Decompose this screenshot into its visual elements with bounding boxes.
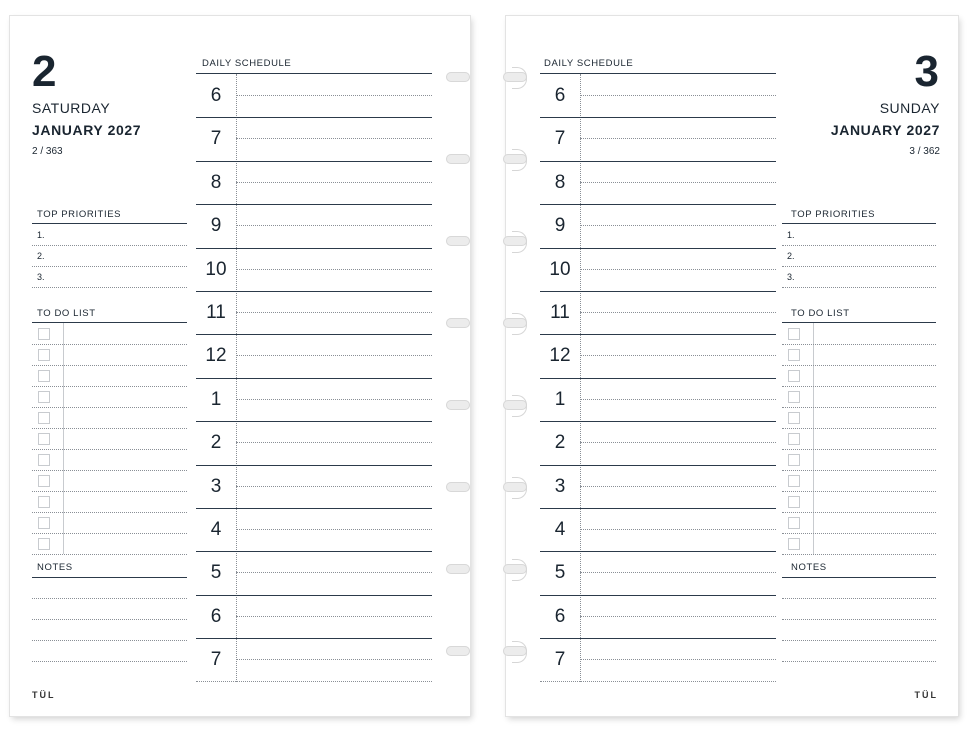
half-hour-line[interactable] xyxy=(236,399,432,400)
half-hour-line[interactable] xyxy=(236,486,432,487)
hour-label: 7 xyxy=(210,128,222,150)
todo-checkbox[interactable] xyxy=(788,433,800,445)
priority-number: 3. xyxy=(37,272,45,282)
hour-label: 4 xyxy=(554,519,566,540)
priority-number: 1. xyxy=(787,230,795,240)
month-year: JANUARY 2027 xyxy=(830,122,940,138)
ring-hole-left xyxy=(446,482,470,492)
hour-label: 5 xyxy=(554,562,566,584)
day-number: 3 xyxy=(914,47,938,96)
todo-checkbox[interactable] xyxy=(38,538,50,550)
todo-line[interactable] xyxy=(782,365,936,366)
todo-checkbox[interactable] xyxy=(788,328,800,340)
half-hour-line[interactable] xyxy=(236,138,432,139)
hour-label: 11 xyxy=(550,302,570,323)
todo-column-divider xyxy=(813,323,814,554)
todo-checkbox[interactable] xyxy=(38,496,50,508)
hour-rule xyxy=(196,291,432,292)
hour-rule xyxy=(196,508,432,509)
hour-rule xyxy=(540,117,776,118)
todo-line[interactable] xyxy=(32,470,187,471)
todo-checkbox[interactable] xyxy=(38,517,50,529)
notes-line[interactable] xyxy=(32,619,187,620)
todo-line[interactable] xyxy=(782,344,936,345)
hour-rule xyxy=(196,465,432,466)
month-year: JANUARY 2027 xyxy=(32,122,142,138)
hour-rule xyxy=(540,638,776,639)
ring-hole-left xyxy=(446,236,470,246)
half-hour-line[interactable] xyxy=(580,95,776,96)
half-hour-line[interactable] xyxy=(580,616,776,617)
hour-label: 7 xyxy=(554,649,566,671)
todo-checkbox[interactable] xyxy=(38,412,50,424)
notes-rule xyxy=(32,577,187,578)
notes-line[interactable] xyxy=(32,598,187,599)
half-hour-line[interactable] xyxy=(236,95,432,96)
notes-title: NOTES xyxy=(791,562,827,573)
day-number: 2 xyxy=(32,47,56,96)
hour-rule xyxy=(196,551,432,552)
hour-label: 9 xyxy=(210,215,222,237)
hour-label: 4 xyxy=(210,519,222,540)
todo-column-divider xyxy=(63,323,64,554)
todo-checkbox[interactable] xyxy=(38,454,50,466)
hour-rule xyxy=(540,248,776,249)
hour-label: 5 xyxy=(210,562,222,584)
todo-line[interactable] xyxy=(32,386,187,387)
half-hour-line[interactable] xyxy=(236,529,432,530)
todo-line[interactable] xyxy=(782,386,936,387)
priorities-title: TOP PRIORITIES xyxy=(791,209,876,220)
hour-label: 6 xyxy=(554,85,566,106)
todo-checkbox[interactable] xyxy=(788,475,800,487)
schedule-top-rule xyxy=(196,73,432,74)
todo-line[interactable] xyxy=(32,407,187,408)
priority-line[interactable] xyxy=(32,245,187,246)
half-hour-line[interactable] xyxy=(236,355,432,356)
todo-rule xyxy=(32,322,187,323)
day-counter: 2 / 363 xyxy=(32,146,63,157)
hour-rule xyxy=(540,465,776,466)
ring-hole-left xyxy=(446,400,470,410)
todo-line[interactable] xyxy=(32,449,187,450)
todo-checkbox[interactable] xyxy=(38,328,50,340)
notes-rule xyxy=(782,577,936,578)
priority-line[interactable] xyxy=(32,266,187,267)
hour-rule xyxy=(540,551,776,552)
day-name: SATURDAY xyxy=(32,100,111,116)
hour-label: 8 xyxy=(210,171,222,193)
hour-label: 6 xyxy=(210,605,222,627)
hour-label: 11 xyxy=(206,302,226,323)
todo-line[interactable] xyxy=(32,365,187,366)
todo-line[interactable] xyxy=(32,554,187,555)
todo-title: TO DO LIST xyxy=(37,308,96,319)
hour-label: 2 xyxy=(210,432,222,454)
hour-rule xyxy=(196,117,432,118)
schedule-end-line xyxy=(196,681,432,682)
ring-hole-left xyxy=(446,72,470,82)
todo-title: TO DO LIST xyxy=(791,308,850,319)
hour-rule xyxy=(540,421,776,422)
half-hour-line[interactable] xyxy=(236,659,432,660)
hour-label: 1 xyxy=(210,388,222,410)
half-hour-line[interactable] xyxy=(236,616,432,617)
todo-line[interactable] xyxy=(32,428,187,429)
todo-checkbox[interactable] xyxy=(38,433,50,445)
todo-checkbox[interactable] xyxy=(788,349,800,361)
priorities-rule xyxy=(32,223,187,224)
priorities-rule xyxy=(782,223,936,224)
hour-label: 12 xyxy=(205,345,227,367)
priority-number: 2. xyxy=(37,251,45,261)
half-hour-line[interactable] xyxy=(580,312,776,313)
priority-line[interactable] xyxy=(32,287,187,288)
todo-line[interactable] xyxy=(782,470,936,471)
notes-line[interactable] xyxy=(32,661,187,662)
schedule-title: DAILY SCHEDULE xyxy=(202,58,292,69)
day-name: SUNDAY xyxy=(879,100,940,116)
hour-rule xyxy=(196,378,432,379)
priority-number: 3. xyxy=(787,272,795,282)
half-hour-line[interactable] xyxy=(580,486,776,487)
priority-line[interactable] xyxy=(782,266,936,267)
todo-line[interactable] xyxy=(782,554,936,555)
priorities-title: TOP PRIORITIES xyxy=(37,209,122,220)
todo-line[interactable] xyxy=(32,491,187,492)
notes-title: NOTES xyxy=(37,562,73,573)
planner-page-left xyxy=(10,16,470,716)
hour-label: 9 xyxy=(554,215,566,237)
hour-label: 3 xyxy=(210,475,222,497)
notes-line[interactable] xyxy=(782,640,936,641)
todo-checkbox[interactable] xyxy=(788,454,800,466)
todo-line[interactable] xyxy=(32,512,187,513)
hour-label: 6 xyxy=(554,605,566,627)
hour-rule xyxy=(196,638,432,639)
hour-label: 1 xyxy=(554,388,566,410)
todo-line[interactable] xyxy=(782,533,936,534)
half-hour-line[interactable] xyxy=(580,138,776,139)
half-hour-line[interactable] xyxy=(236,572,432,573)
half-hour-line[interactable] xyxy=(236,225,432,226)
half-hour-line[interactable] xyxy=(236,269,432,270)
hour-label: 7 xyxy=(210,649,222,671)
todo-line[interactable] xyxy=(32,533,187,534)
todo-line[interactable] xyxy=(782,449,936,450)
todo-checkbox[interactable] xyxy=(38,475,50,487)
half-hour-line[interactable] xyxy=(580,355,776,356)
todo-line[interactable] xyxy=(782,407,936,408)
hour-rule xyxy=(196,204,432,205)
half-hour-line[interactable] xyxy=(236,442,432,443)
hour-rule xyxy=(196,595,432,596)
priority-line[interactable] xyxy=(782,245,936,246)
todo-line[interactable] xyxy=(782,491,936,492)
half-hour-line[interactable] xyxy=(580,182,776,183)
ring-hole-left xyxy=(446,646,470,656)
planner-page-right xyxy=(506,16,958,716)
schedule-title: DAILY SCHEDULE xyxy=(544,58,634,69)
schedule-top-rule xyxy=(540,73,776,74)
todo-line[interactable] xyxy=(782,512,936,513)
todo-checkbox[interactable] xyxy=(788,370,800,382)
hour-rule xyxy=(196,248,432,249)
todo-rule xyxy=(782,322,936,323)
hour-rule xyxy=(540,161,776,162)
hour-rule xyxy=(540,508,776,509)
notes-line[interactable] xyxy=(782,619,936,620)
notes-line[interactable] xyxy=(782,661,936,662)
hour-rule xyxy=(196,161,432,162)
half-hour-line[interactable] xyxy=(580,442,776,443)
hour-label: 6 xyxy=(210,85,222,106)
todo-line[interactable] xyxy=(32,344,187,345)
ring-hole-left xyxy=(446,154,470,164)
todo-checkbox[interactable] xyxy=(788,496,800,508)
priority-number: 2. xyxy=(787,251,795,261)
hour-label: 3 xyxy=(554,475,566,497)
half-hour-line[interactable] xyxy=(580,659,776,660)
hour-label: 10 xyxy=(549,258,571,280)
hour-rule xyxy=(540,291,776,292)
todo-checkbox[interactable] xyxy=(38,349,50,361)
ring-hole-left xyxy=(446,318,470,328)
priority-line[interactable] xyxy=(782,287,936,288)
half-hour-line[interactable] xyxy=(580,399,776,400)
half-hour-line[interactable] xyxy=(580,529,776,530)
hour-label: 7 xyxy=(554,128,566,150)
hour-label: 12 xyxy=(549,345,571,367)
hour-label: 2 xyxy=(554,432,566,454)
hour-rule xyxy=(540,204,776,205)
notes-line[interactable] xyxy=(782,598,936,599)
todo-checkbox[interactable] xyxy=(788,517,800,529)
half-hour-line[interactable] xyxy=(580,269,776,270)
hour-label: 10 xyxy=(205,258,227,280)
half-hour-line[interactable] xyxy=(236,182,432,183)
hour-label: 8 xyxy=(554,171,566,193)
todo-checkbox[interactable] xyxy=(788,412,800,424)
todo-line[interactable] xyxy=(782,428,936,429)
todo-checkbox[interactable] xyxy=(38,391,50,403)
priority-number: 1. xyxy=(37,230,45,240)
half-hour-line[interactable] xyxy=(580,225,776,226)
half-hour-line[interactable] xyxy=(236,312,432,313)
todo-checkbox[interactable] xyxy=(788,538,800,550)
brand-logo: TÜL xyxy=(914,690,938,700)
hour-rule xyxy=(540,378,776,379)
hour-rule xyxy=(196,421,432,422)
todo-checkbox[interactable] xyxy=(38,370,50,382)
notes-line[interactable] xyxy=(32,640,187,641)
ring-hole-left xyxy=(446,564,470,574)
schedule-end-line xyxy=(540,681,776,682)
half-hour-line[interactable] xyxy=(580,572,776,573)
brand-logo: TÜL xyxy=(32,690,56,700)
hour-rule xyxy=(540,595,776,596)
hour-rule xyxy=(540,334,776,335)
todo-checkbox[interactable] xyxy=(788,391,800,403)
day-counter: 3 / 362 xyxy=(909,146,940,157)
hour-rule xyxy=(196,334,432,335)
